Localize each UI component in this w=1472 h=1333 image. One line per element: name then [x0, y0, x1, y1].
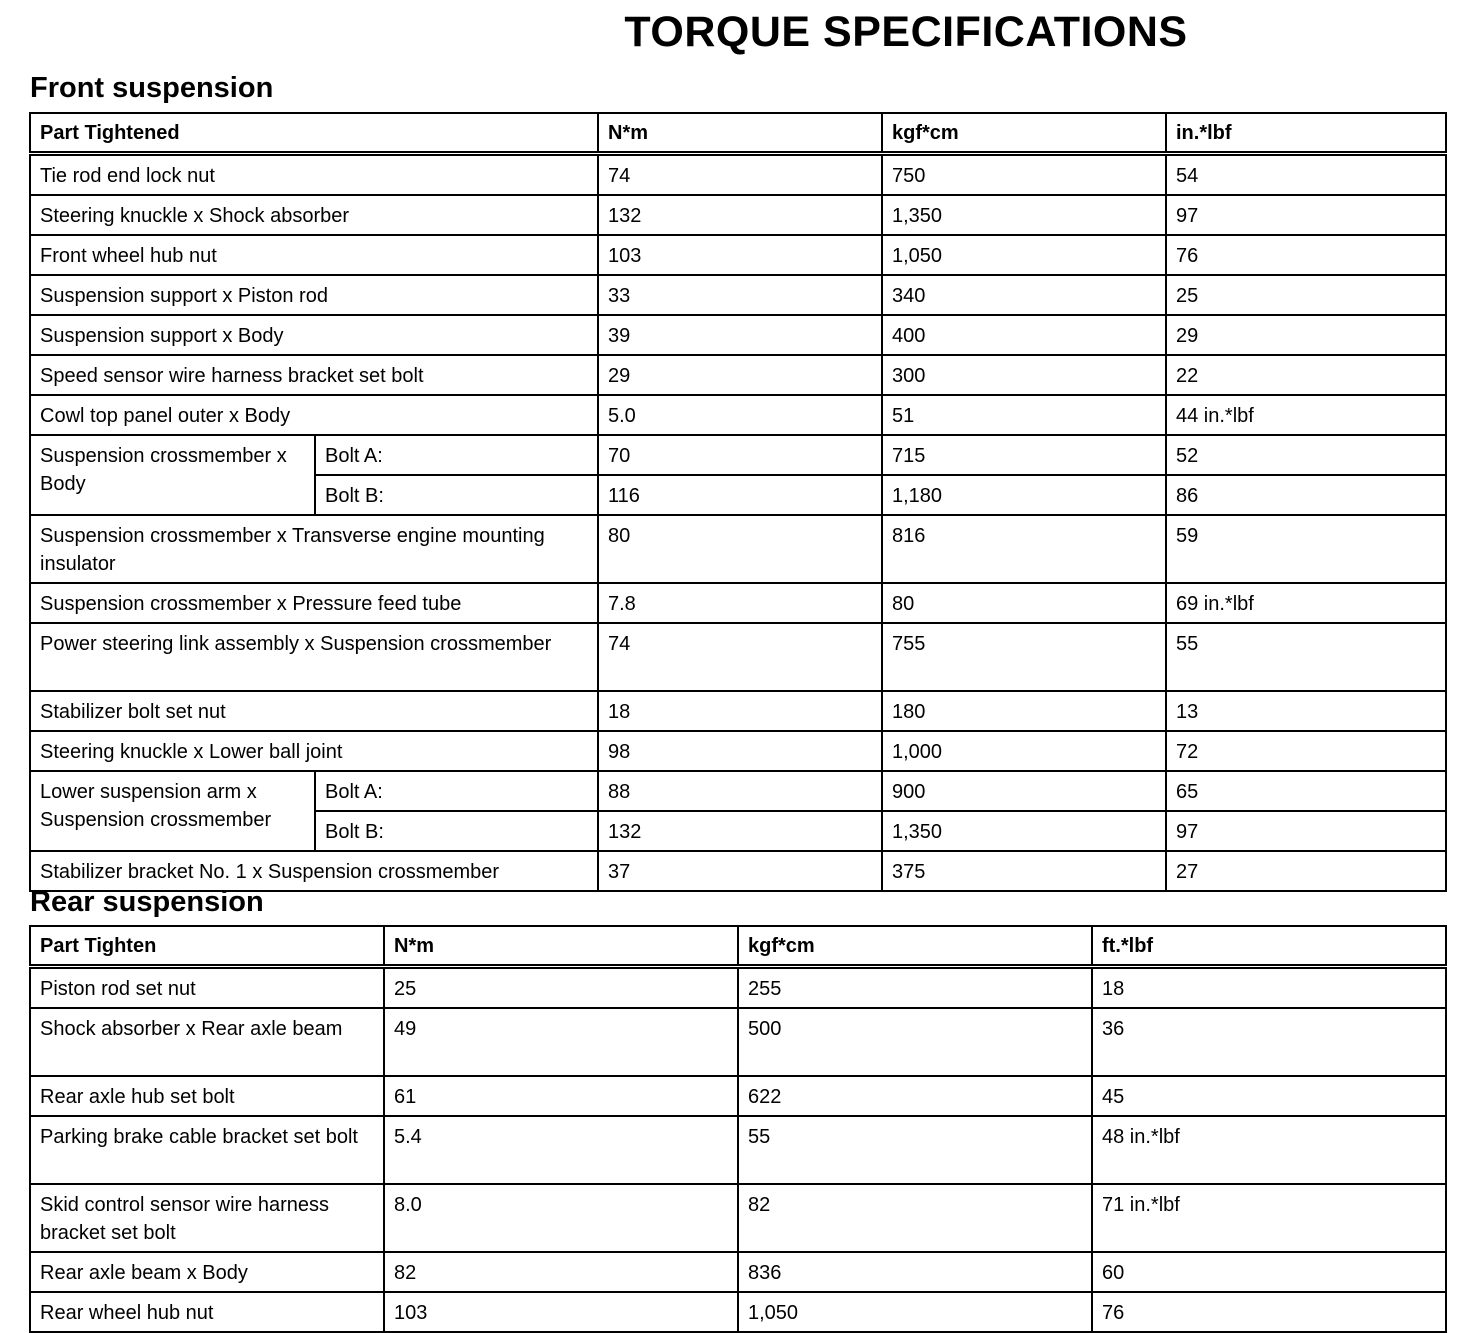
cell-kgf: 80 — [882, 583, 1166, 623]
header-kgf: kgf*cm — [882, 113, 1166, 154]
cell-kgf: 900 — [882, 771, 1166, 811]
cell-part: Speed sensor wire harness bracket set bolt — [30, 355, 598, 395]
cell-nm: 103 — [598, 235, 882, 275]
cell-lbf: 54 — [1166, 154, 1446, 196]
cell-kgf: 1,350 — [882, 811, 1166, 851]
front-suspension-table — [29, 112, 1447, 892]
header-nm: N*m — [598, 113, 882, 154]
cell-part: Lower suspension arm x Suspension crossmember — [30, 771, 315, 851]
cell-lbf: 86 — [1166, 475, 1446, 515]
cell-part: Stabilizer bracket No. 1 x Suspension crossmember — [30, 851, 598, 891]
cell-nm: 98 — [598, 731, 882, 771]
table-header-row — [30, 113, 1446, 154]
table-row — [30, 1008, 1446, 1076]
cell-part: Shock absorber x Rear axle beam — [30, 1008, 384, 1076]
cell-part: Stabilizer bolt set nut — [30, 691, 598, 731]
table-row — [30, 691, 1446, 731]
table-row — [30, 435, 1446, 475]
cell-nm: 29 — [598, 355, 882, 395]
cell-nm: 61 — [384, 1076, 738, 1116]
cell-lbf: 48 in.*lbf — [1092, 1116, 1446, 1184]
cell-part: Tie rod end lock nut — [30, 154, 598, 196]
cell-nm: 74 — [598, 154, 882, 196]
cell-part: Suspension support x Body — [30, 315, 598, 355]
table-row — [30, 623, 1446, 691]
rear-suspension-title: Rear suspension — [30, 886, 264, 918]
cell-lbf: 76 — [1166, 235, 1446, 275]
cell-nm: 7.8 — [598, 583, 882, 623]
cell-kgf: 816 — [882, 515, 1166, 583]
cell-nm: 74 — [598, 623, 882, 691]
table-row — [30, 1252, 1446, 1292]
cell-kgf: 715 — [882, 435, 1166, 475]
cell-part: Rear wheel hub nut — [30, 1292, 384, 1332]
header-kgf: kgf*cm — [738, 926, 1092, 967]
table-row — [30, 1076, 1446, 1116]
cell-part: Steering knuckle x Shock absorber — [30, 195, 598, 235]
cell-kgf: 55 — [738, 1116, 1092, 1184]
cell-kgf: 375 — [882, 851, 1166, 891]
cell-lbf: 13 — [1166, 691, 1446, 731]
table-row — [30, 583, 1446, 623]
cell-kgf: 255 — [738, 967, 1092, 1009]
table-row — [30, 195, 1446, 235]
cell-lbf: 44 in.*lbf — [1166, 395, 1446, 435]
table-row — [30, 1184, 1446, 1252]
cell-sub: Bolt A: — [315, 435, 598, 475]
cell-lbf: 36 — [1092, 1008, 1446, 1076]
cell-lbf: 18 — [1092, 967, 1446, 1009]
cell-lbf: 69 in.*lbf — [1166, 583, 1446, 623]
cell-nm: 80 — [598, 515, 882, 583]
cell-part: Piston rod set nut — [30, 967, 384, 1009]
cell-sub: Bolt A: — [315, 771, 598, 811]
cell-lbf: 55 — [1166, 623, 1446, 691]
cell-lbf: 22 — [1166, 355, 1446, 395]
cell-nm: 49 — [384, 1008, 738, 1076]
cell-lbf: 76 — [1092, 1292, 1446, 1332]
cell-nm: 8.0 — [384, 1184, 738, 1252]
header-part: Part Tightened — [30, 113, 598, 154]
cell-part: Suspension crossmember x Body — [30, 435, 315, 515]
header-nm: N*m — [384, 926, 738, 967]
cell-nm: 39 — [598, 315, 882, 355]
page-title: TORQUE SPECIFICATIONS — [624, 8, 1188, 56]
cell-nm: 116 — [598, 475, 882, 515]
cell-nm: 132 — [598, 811, 882, 851]
cell-lbf: 97 — [1166, 195, 1446, 235]
cell-kgf: 51 — [882, 395, 1166, 435]
cell-nm: 132 — [598, 195, 882, 235]
cell-lbf: 71 in.*lbf — [1092, 1184, 1446, 1252]
cell-lbf: 59 — [1166, 515, 1446, 583]
cell-nm: 37 — [598, 851, 882, 891]
cell-part: Suspension support x Piston rod — [30, 275, 598, 315]
cell-part: Steering knuckle x Lower ball joint — [30, 731, 598, 771]
cell-kgf: 1,180 — [882, 475, 1166, 515]
cell-lbf: 72 — [1166, 731, 1446, 771]
table-row — [30, 355, 1446, 395]
header-part: Part Tighten — [30, 926, 384, 967]
cell-part: Suspension crossmember x Transverse engine mounting insulator — [30, 515, 598, 583]
cell-nm: 82 — [384, 1252, 738, 1292]
cell-lbf: 60 — [1092, 1252, 1446, 1292]
table-row — [30, 395, 1446, 435]
cell-nm: 5.4 — [384, 1116, 738, 1184]
cell-part: Power steering link assembly x Suspension crossmember — [30, 623, 598, 691]
cell-part: Suspension crossmember x Pressure feed tube — [30, 583, 598, 623]
cell-lbf: 27 — [1166, 851, 1446, 891]
table-row — [30, 275, 1446, 315]
table-row — [30, 1292, 1446, 1332]
cell-nm: 33 — [598, 275, 882, 315]
rear-suspension-table — [29, 925, 1447, 1333]
table-row — [30, 515, 1446, 583]
table-row — [30, 315, 1446, 355]
front-suspension-title: Front suspension — [30, 72, 274, 104]
cell-part: Cowl top panel outer x Body — [30, 395, 598, 435]
cell-lbf: 65 — [1166, 771, 1446, 811]
cell-nm: 25 — [384, 967, 738, 1009]
table-row — [30, 731, 1446, 771]
cell-part: Parking brake cable bracket set bolt — [30, 1116, 384, 1184]
cell-kgf: 340 — [882, 275, 1166, 315]
cell-kgf: 755 — [882, 623, 1166, 691]
cell-kgf: 1,000 — [882, 731, 1166, 771]
cell-lbf: 25 — [1166, 275, 1446, 315]
cell-part: Rear axle beam x Body — [30, 1252, 384, 1292]
cell-lbf: 52 — [1166, 435, 1446, 475]
cell-kgf: 836 — [738, 1252, 1092, 1292]
cell-sub: Bolt B: — [315, 475, 598, 515]
table-row — [30, 771, 1446, 811]
cell-kgf: 400 — [882, 315, 1166, 355]
cell-lbf: 29 — [1166, 315, 1446, 355]
cell-kgf: 1,050 — [738, 1292, 1092, 1332]
cell-kgf: 1,350 — [882, 195, 1166, 235]
cell-kgf: 500 — [738, 1008, 1092, 1076]
table-row — [30, 851, 1446, 891]
cell-sub: Bolt B: — [315, 811, 598, 851]
cell-lbf: 97 — [1166, 811, 1446, 851]
cell-kgf: 180 — [882, 691, 1166, 731]
cell-lbf: 45 — [1092, 1076, 1446, 1116]
table-row — [30, 154, 1446, 196]
cell-kgf: 622 — [738, 1076, 1092, 1116]
cell-nm: 18 — [598, 691, 882, 731]
cell-part: Rear axle hub set bolt — [30, 1076, 384, 1116]
cell-nm: 88 — [598, 771, 882, 811]
cell-kgf: 82 — [738, 1184, 1092, 1252]
cell-kgf: 1,050 — [882, 235, 1166, 275]
header-lbf: in.*lbf — [1166, 113, 1446, 154]
cell-nm: 5.0 — [598, 395, 882, 435]
table-row — [30, 235, 1446, 275]
header-lbf: ft.*lbf — [1092, 926, 1446, 967]
cell-nm: 70 — [598, 435, 882, 475]
table-row — [30, 967, 1446, 1009]
cell-nm: 103 — [384, 1292, 738, 1332]
table-header-row — [30, 926, 1446, 967]
table-row — [30, 1116, 1446, 1184]
cell-kgf: 300 — [882, 355, 1166, 395]
cell-part: Skid control sensor wire harness bracket set bolt — [30, 1184, 384, 1252]
cell-kgf: 750 — [882, 154, 1166, 196]
cell-part: Front wheel hub nut — [30, 235, 598, 275]
